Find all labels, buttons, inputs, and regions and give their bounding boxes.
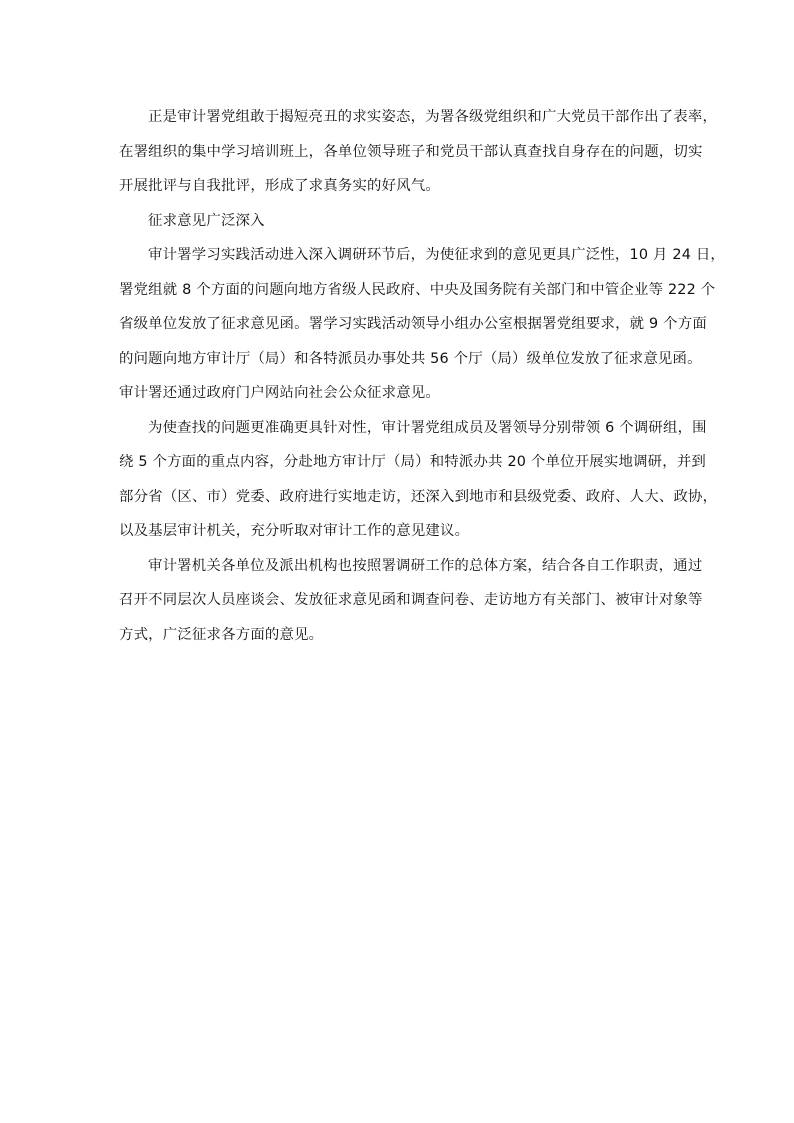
- paragraph-line: 审计署还通过政府门户网站向社会公众征求意见。: [119, 385, 440, 401]
- paragraph-line: 的问题向地方审计厅（局）和各特派员办事处共 56 个厅（局）级单位发放了征求意见函。: [119, 350, 702, 367]
- paragraph-line: 在署组织的集中学习培训班上，各单位领导班子和党员干部认真查找自身存在的问题，切实: [119, 143, 703, 160]
- paragraph-line: 正是审计署党组敢于揭短亮丑的求实姿态，为署各级党组织和广大党员干部作出了表率，: [148, 109, 718, 125]
- paragraph-line: 为使查找的问题更准确更具针对性，审计署党组成员及署领导分别带领 6 个调研组，围: [148, 419, 707, 436]
- paragraph-line: 省级单位发放了征求意见函。署学习实践活动领导小组办公室根据署党组要求，就 9 个方面: [119, 316, 707, 332]
- paragraph-line: 以及基层审计机关，充分听取对审计工作的意见建议。: [119, 523, 470, 539]
- paragraph-line: 方式，广泛征求各方面的意见。: [119, 626, 324, 643]
- paragraph-line: 绕 5 个方面的重点内容，分赴地方审计厅（局）和特派办共 20 个单位开展实地调研，并到: [119, 454, 707, 470]
- section-heading: 征求意见广泛深入: [148, 212, 265, 229]
- paragraph-line: 署党组就 8 个方面的问题向地方省级人民政府、中央及国务院有关部门和中管企业等 222 个: [119, 281, 716, 298]
- paragraph-line: 召开不同层次人员座谈会、发放征求意见函和调查问卷、走访地方有关部门、被审计对象等: [119, 592, 703, 608]
- document-body: [119, 100, 726, 652]
- paragraph-line: 开展批评与自我批评，形成了求真务实的好风气。: [119, 178, 440, 194]
- paragraph-line: 部分省（区、市）党委、政府进行实地走访，还深入到地市和县级党委、政府、人大、政协，: [119, 488, 718, 505]
- paragraph-line: 审计署机关各单位及派出机构也按照署调研工作的总体方案，结合各自工作职责，通过: [148, 557, 703, 574]
- paragraph-line: 审计署学习实践活动进入深入调研环节后，为使征求到的意见更具广泛性，10 月 24 日，: [148, 247, 726, 263]
